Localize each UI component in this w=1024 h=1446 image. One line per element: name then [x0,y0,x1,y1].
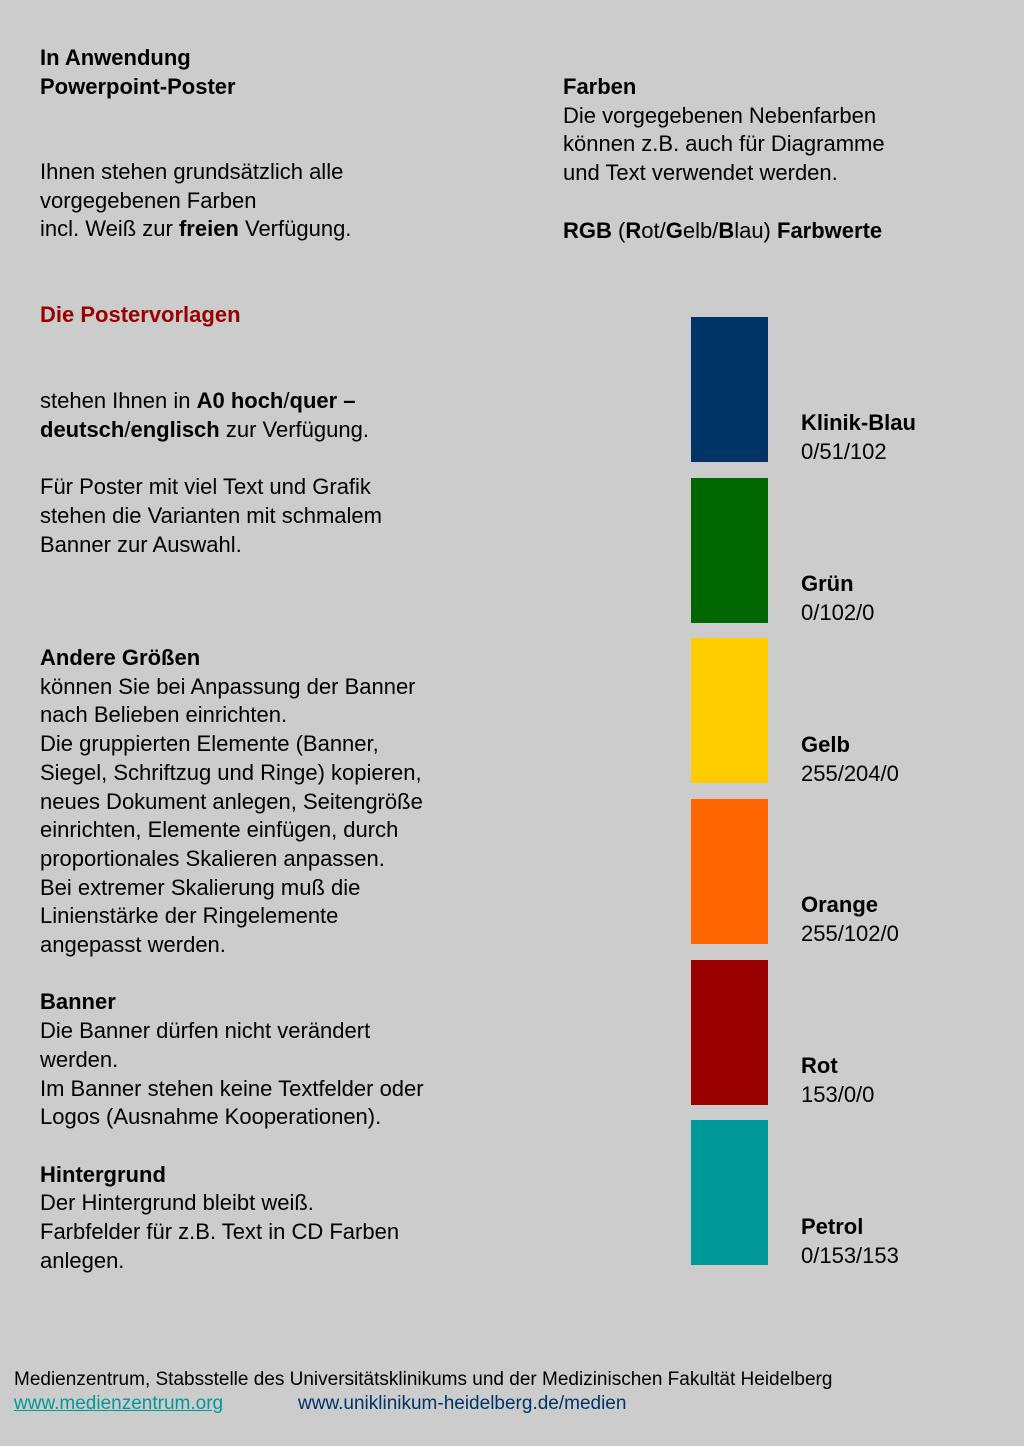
color-rgb-gelb: 255/204/0 [801,761,899,786]
footer-link-medienzentrum[interactable]: www.medienzentrum.org [14,1393,224,1414]
poster-line-1 [40,387,382,416]
intro-line-3-bold: freien [178,216,239,242]
poster-spacer [40,444,382,473]
color-name-gelb: Gelb [801,732,850,757]
poster-l2c: englisch [130,416,220,442]
rgb-i: Farbwerte [777,217,883,243]
groessen-line: nach Belieben einrichten. [40,702,288,728]
rgb-g: B [718,217,735,243]
heading-powerpoint-poster: Powerpoint-Poster [40,73,236,99]
poster-l1a: stehen Ihnen in [40,388,197,413]
rgb-b: ( [611,217,626,243]
intro-heading [40,44,236,101]
hintergrund-heading: Hintergrund [40,1161,166,1187]
poster-l1b: A0 hoch [196,388,284,413]
rgb-c: R [625,217,642,243]
swatch-gelb [691,638,768,783]
farben-line-2: können z.B. auch für Diagramme [563,131,885,157]
groessen-line: neues Dokument anlegen, Seitengröße [40,788,423,814]
poster-l2b: / [124,416,131,442]
color-name-petrol: Petrol [801,1214,864,1239]
groessen-line: proportionales Skalieren anpassen. [40,845,385,871]
groessen-line: Siegel, Schriftzug und Ringe) kopieren, [40,759,422,785]
poster-l1d: quer – [289,388,356,413]
intro-line-3-a: incl. Weiß zur [40,216,179,242]
intro-line-1: Ihnen stehen grundsätzlich alle [40,159,344,184]
farben-heading: Farben [563,74,637,99]
banner-line: Logos (Ausnahme Kooperationen). [40,1104,382,1130]
color-name-gruen: Grün [801,571,854,596]
instructions-body [40,644,424,1275]
poster-line-5: Banner zur Auswahl. [40,531,242,557]
groessen-heading: Andere Größen [40,645,201,670]
poster-line-2 [40,416,382,445]
color-name-rot: Rot [801,1053,838,1078]
footer-link-uniklinikum[interactable]: www.uniklinikum-heidelberg.de/medien [298,1393,627,1414]
color-name-klinik-blau: Klinik-Blau [801,410,916,435]
intro-line-3-c: Verfügung. [238,216,352,242]
groessen-line: einrichten, Elemente einfügen, durch [40,817,399,843]
poster-line-4: stehen die Varianten mit schmalem [40,502,382,528]
groessen-line: können Sie bei Anpassung der Banner [40,673,416,699]
swatch-gruen [691,478,768,623]
rgb-a: RGB [563,217,612,243]
section-spacer [40,960,424,989]
poster-l1c: / [283,388,290,413]
heading-in-anwendung: In Anwendung [40,45,191,70]
swatch-petrol [691,1120,768,1265]
rgb-d: ot/ [641,217,666,243]
rgb-h: lau) [734,217,777,243]
hintergrund-line: Farbfelder für z.B. Text in CD Farben [40,1219,400,1245]
hintergrund-line: anlegen. [40,1247,125,1273]
color-rgb-orange: 255/102/0 [801,921,899,946]
section-spacer [40,1132,424,1161]
groessen-line: Linienstärke der Ringelemente [40,903,339,929]
color-rgb-petrol: 0/153/153 [801,1243,899,1268]
color-name-orange: Orange [801,892,879,917]
swatch-klinik-blau [691,317,768,462]
banner-heading: Banner [40,989,116,1015]
banner-line: Die Banner dürfen nicht verändert [40,1018,371,1044]
rgb-e: G [665,217,683,243]
poster-l2d: zur Verfügung. [219,416,369,442]
farben-line-1: Die vorgegebenen Nebenfarben [563,102,877,128]
swatch-orange [691,799,768,944]
hintergrund-line: Der Hintergrund bleibt weiß. [40,1190,314,1216]
postervorlagen-body [40,387,382,559]
groessen-line: Bei extremer Skalierung muß die [40,874,361,900]
poster-l2a: deutsch [40,416,125,442]
groessen-line: Die gruppierten Elemente (Banner, [40,731,379,757]
intro-paragraph [40,158,351,244]
color-rgb-klinik-blau: 0/51/102 [801,439,887,464]
poster-line-3: Für Poster mit viel Text und Grafik [40,474,371,500]
groessen-line: angepasst werden. [40,932,226,958]
intro-line-3 [40,215,351,244]
intro-line-2: vorgegebenen Farben [40,187,257,213]
banner-line: Im Banner stehen keine Textfelder oder [40,1075,424,1101]
farben-block [563,73,885,245]
color-rgb-rot: 153/0/0 [801,1082,875,1107]
footer-organization: Medienzentrum, Stabsstelle des Universitätsklinikums und der Medizinischen Fakultät Heidelberg [14,1369,833,1390]
rgb-f: elb/ [682,217,719,243]
postervorlagen-title: Die Postervorlagen [40,302,241,327]
color-rgb-gruen: 0/102/0 [801,600,875,625]
banner-line: werden. [40,1046,119,1072]
farben-line-3: und Text verwendet werden. [563,160,838,186]
farben-spacer [563,188,885,217]
rgb-heading [563,217,885,246]
swatch-rot [691,960,768,1105]
